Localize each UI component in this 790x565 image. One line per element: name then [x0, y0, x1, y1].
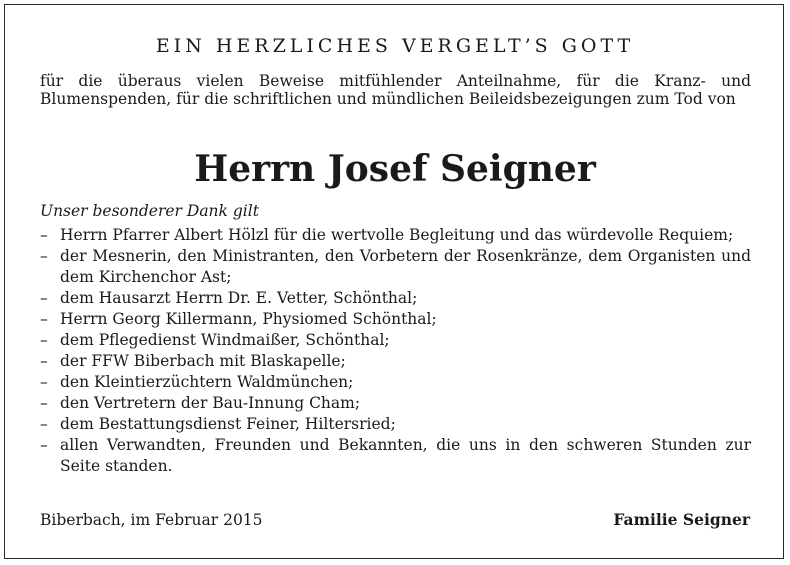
thanks-item: [40, 246, 751, 288]
thanks-item-text: dem Bestattungsdienst Feiner, Hiltersried;: [60, 415, 396, 433]
thanks-item: [40, 351, 751, 372]
family-signature: Familie Seigner: [613, 510, 750, 529]
thanks-item: [40, 414, 751, 435]
thanks-intro: Unser besonderer Dank gilt: [40, 202, 259, 220]
thanks-list: [40, 225, 751, 477]
dash-bullet: –: [40, 310, 48, 328]
dash-bullet: –: [40, 247, 48, 265]
dash-bullet: –: [40, 373, 48, 391]
dash-bullet: –: [40, 394, 48, 412]
thanks-item: [40, 225, 751, 246]
thanks-item: [40, 393, 751, 414]
thanks-item: [40, 435, 751, 477]
thanks-item-text: Herrn Pfarrer Albert Hölzl für die wertvolle Begleitung und das würdevolle Requiem;: [60, 226, 734, 244]
thanks-item: [40, 330, 751, 351]
dash-bullet: –: [40, 226, 48, 244]
thanks-item-text: dem Pflegedienst Windmaißer, Schönthal;: [60, 331, 390, 349]
thanks-item-text: allen Verwandten, Freunden und Bekannten, die uns in den schweren Stunden zur Seite standen.: [60, 436, 751, 475]
thanks-item-text: der Mesnerin, den Ministranten, den Vorbetern der Rosenkränze, dem Organisten und dem Kirchenchor Ast;: [60, 247, 751, 286]
dash-bullet: –: [40, 436, 48, 454]
thanks-item-text: der FFW Biberbach mit Blaskapelle;: [60, 352, 346, 370]
dash-bullet: –: [40, 415, 48, 433]
thanks-item: [40, 288, 751, 309]
thanks-item-text: den Vertretern der Bau-Innung Cham;: [60, 394, 361, 412]
notice-heading: EIN HERZLICHES VERGELT’S GOTT: [155, 35, 635, 57]
intro-text: für die überaus vielen Beweise mitfühlender Anteilnahme, für die Kranz- und Blumenspenden, für die schriftlichen und mündlichen Beileidsbezeigungen zum Tod von: [40, 72, 751, 108]
place-date: Biberbach, im Februar 2015: [40, 511, 263, 529]
deceased-name: Herrn Josef Seigner: [194, 148, 596, 190]
dash-bullet: –: [40, 289, 48, 307]
thanks-item-text: dem Hausarzt Herrn Dr. E. Vetter, Schönthal;: [60, 289, 418, 307]
thanks-item: [40, 309, 751, 330]
thanks-item-text: den Kleintierzüchtern Waldmünchen;: [60, 373, 354, 391]
thanks-item: [40, 372, 751, 393]
thanks-item-text: Herrn Georg Killermann, Physiomed Schönthal;: [60, 310, 437, 328]
dash-bullet: –: [40, 352, 48, 370]
dash-bullet: –: [40, 331, 48, 349]
